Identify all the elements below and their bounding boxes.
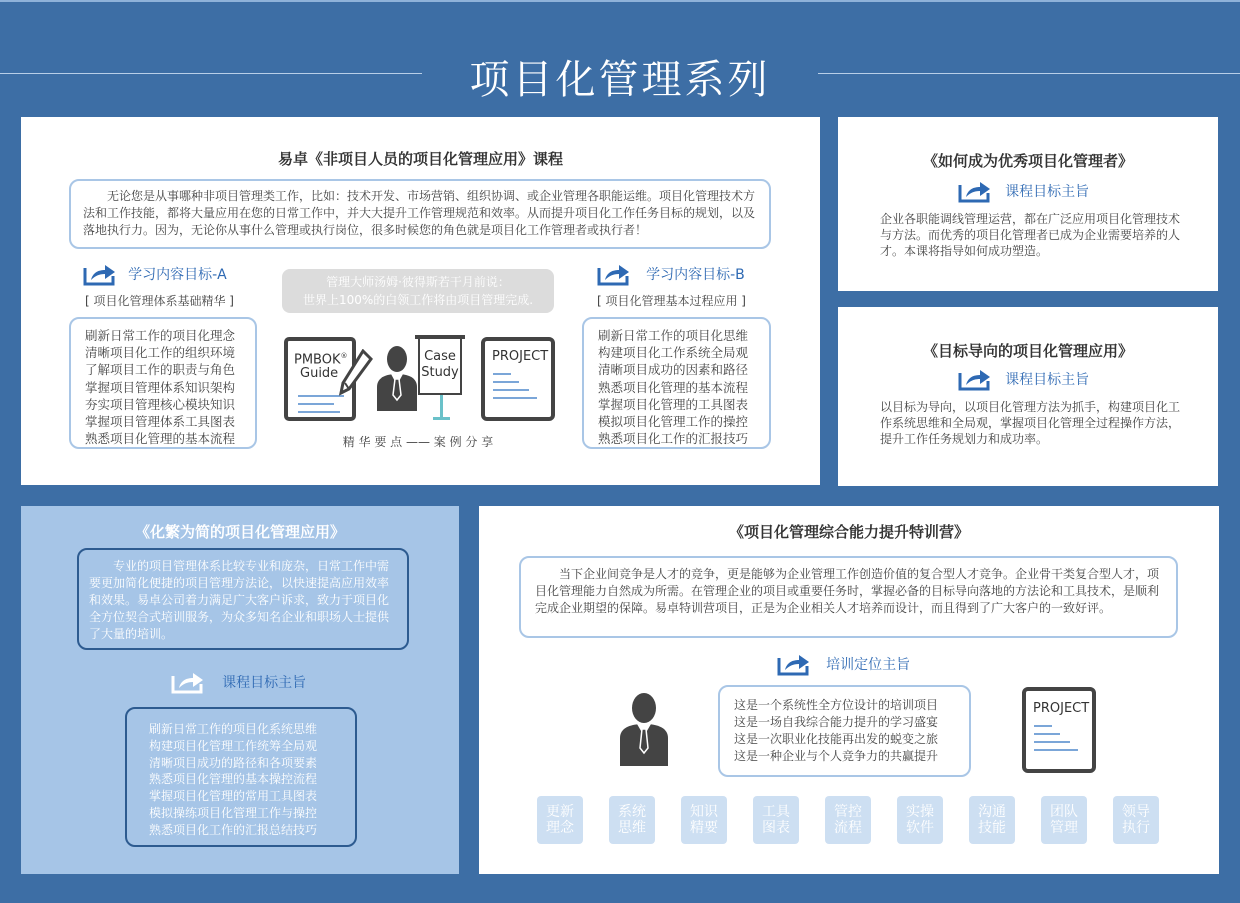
- panel4-label: 课程目标主旨: [222, 674, 307, 691]
- panel-training-camp: [479, 506, 1219, 874]
- panel-excellent-manager: [838, 117, 1218, 291]
- panel5-label-row: [777, 652, 977, 676]
- panel5-title: 《项目化管理综合能力提升特训营》: [728, 523, 969, 541]
- goal-b-header: [597, 262, 797, 286]
- goal-a-sub: [ 项目化管理体系基础精华 ]: [85, 294, 234, 308]
- panel4-intro: 专业的项目管理体系比较专业和庞杂，日常工作中需要更加简化便捷的项目管理方法论，以快速提高应用效率和效果。易卓公司着力满足广大客户诉求，致力于项目化全方位契合式培训服务，为众多知名企业和职场人士提供了大量的培训。: [77, 548, 409, 650]
- goal-b-label: 学习内容目标-B: [646, 266, 745, 283]
- panel2-title: 《如何成为优秀项目化管理者》: [922, 152, 1133, 170]
- panel2-label: 课程目标主旨: [1005, 183, 1090, 200]
- board-stand: [440, 395, 443, 419]
- guide-text: Guide: [300, 366, 339, 382]
- panel3-title: 《目标导向的项目化管理应用》: [922, 342, 1133, 360]
- tag-item: 管控 流程: [825, 796, 871, 844]
- essence-caption: 精 华 要 点 —— 案 例 分 享: [342, 435, 494, 449]
- quote-line-1: 管理大师汤姆·彼得斯若干月前说：: [326, 275, 510, 289]
- goal-a-header: [83, 262, 253, 286]
- panel2-text: 企业各职能调线管理运营，都在广泛应用项目化管理技术与方法。而优秀的项目化管理者已成为企业需要培养的人才。本课将指导如何成功塑造。: [880, 212, 1181, 258]
- panel-nonproject-course: [21, 117, 820, 485]
- panel5-list: 这是一个系统性全方位设计的培训项目 这是一场自我综合能力提升的学习盛宴 这是一次职业化技能再出发的蜕变之旅 这是一种企业与个人竞争力的共赢提升: [734, 698, 939, 763]
- panel5-intro: 当下企业间竞争是人才的竞争，更是能够为企业管理工作创造价值的复合型人才竞争。企业骨干类复合型人才，项目化管理能力自然成为所需。在管理企业的项目或重要任务时，掌握必备的目标导向落地的方法论和工具技术，是顺利完成企业期望的保障。易卓特训营项目，正是为企业相关人才培养而设计，而且得到了广大客户的一致好评。: [519, 556, 1178, 638]
- case-text: Case: [424, 349, 456, 364]
- tag-row: [537, 796, 1167, 846]
- project-document-icon: [481, 337, 555, 421]
- tag-item: 工具 图表: [753, 796, 799, 844]
- panel5-list-box: [718, 685, 971, 777]
- study-text: Study: [421, 365, 459, 380]
- panel2-label-row: [958, 179, 1158, 203]
- panel-goal-oriented: [838, 307, 1218, 486]
- person-icon: [375, 345, 419, 413]
- share-icon: [83, 262, 117, 286]
- tag-item: 团队 管理: [1041, 796, 1087, 844]
- tag-item: 系统 思维: [609, 796, 655, 844]
- case-study-board: [418, 339, 462, 395]
- goal-b-list: 刷新日常工作的项目化思维 构建项目化工作系统全局观 清晰项目成功的因素和路径 熟悉项目化管理的基本流程 掌握项目化管理的工具图表 模拟项目化管理工作的操控 熟悉项目化工作的汇报技巧: [598, 328, 749, 447]
- panel4-list-box: [125, 707, 357, 847]
- panel3-label-row: [958, 367, 1158, 391]
- goal-b-list-box: [582, 317, 771, 449]
- panel4-label-row: [171, 670, 371, 694]
- panel-simplified: [21, 506, 459, 874]
- panel4-title: 《化繁为简的项目化管理应用》: [134, 523, 345, 541]
- goal-b-sub: [ 项目化管理基本过程应用 ]: [597, 294, 746, 308]
- goal-a-label: 学习内容目标-A: [128, 266, 227, 283]
- pencil-icon: [337, 349, 373, 397]
- share-icon: [958, 367, 992, 391]
- panel4-list: 刷新日常工作的项目化系统思维 构建项目化管理工作统筹全局观 清晰项目成功的路径和各项要素 熟悉项目化管理的基本操控流程 掌握项目化管理的常用工具图表 模拟操练项目化管理工作与操控 熟悉项目化工作的汇报总结技巧: [149, 722, 318, 837]
- project-document-icon: [1022, 687, 1096, 773]
- pmbok-text: PMBOK: [294, 352, 341, 368]
- page-title: 项目化管理系列: [469, 57, 771, 103]
- person-icon: [618, 692, 670, 768]
- panel5-label: 培训定位主旨: [826, 656, 911, 673]
- share-icon: [171, 670, 205, 694]
- project-text-2: PROJECT: [1033, 701, 1090, 716]
- tag-item: 实操 软件: [897, 796, 943, 844]
- panel3-text: 以目标为导向，以项目化管理方法为抓手，构建项目化工作系统思维和全局观，掌握项目化管理全过程操作方法，提升工作任务规划力和成功率。: [880, 400, 1181, 446]
- tag-item: 知识 精要: [681, 796, 727, 844]
- project-text-1: PROJECT: [492, 349, 549, 364]
- quote-pill: [282, 269, 554, 313]
- goal-a-list-box: [69, 317, 257, 449]
- board-base: [433, 417, 450, 420]
- tag-item: 领导 执行: [1113, 796, 1159, 844]
- panel1-intro: 无论您是从事哪种非项目管理类工作，比如：技术开发、市场营销、组织协调、或企业管理各职能运维。项目化管理技术方法和工作技能，都将大量应用在您的日常工作中，并大大提升工作管理规范和效率。从而提升项目化工作任务目标的规划，以及落地执行力。因为，无论你从事什么管理或执行岗位，很多时候您的角色就是项目化工作管理者或执行者！: [69, 179, 771, 249]
- panel3-label: 课程目标主旨: [1005, 371, 1090, 388]
- tag-item: 沟通 技能: [969, 796, 1015, 844]
- share-icon: [777, 652, 811, 676]
- panel1-title: 易卓《非项目人员的项目化管理应用》课程: [277, 150, 563, 168]
- goal-a-list: 刷新日常工作的项目化理念 清晰项目化工作的组织环境 了解项目工作的职责与角色 掌握项目管理体系知识架构 夯实项目管理核心模块知识 掌握项目管理体系工具图表 熟悉项目化管理的基本流程: [85, 328, 236, 447]
- share-icon: [597, 262, 631, 286]
- tag-item: 更新 理念: [537, 796, 583, 844]
- share-icon: [958, 179, 992, 203]
- quote-line-2: 世界上100%的白领工作将由项目管理完成.: [302, 293, 534, 307]
- top-border: [0, 0, 1240, 2]
- pmbok-book-icon: PMBOK® Guide: [284, 337, 356, 421]
